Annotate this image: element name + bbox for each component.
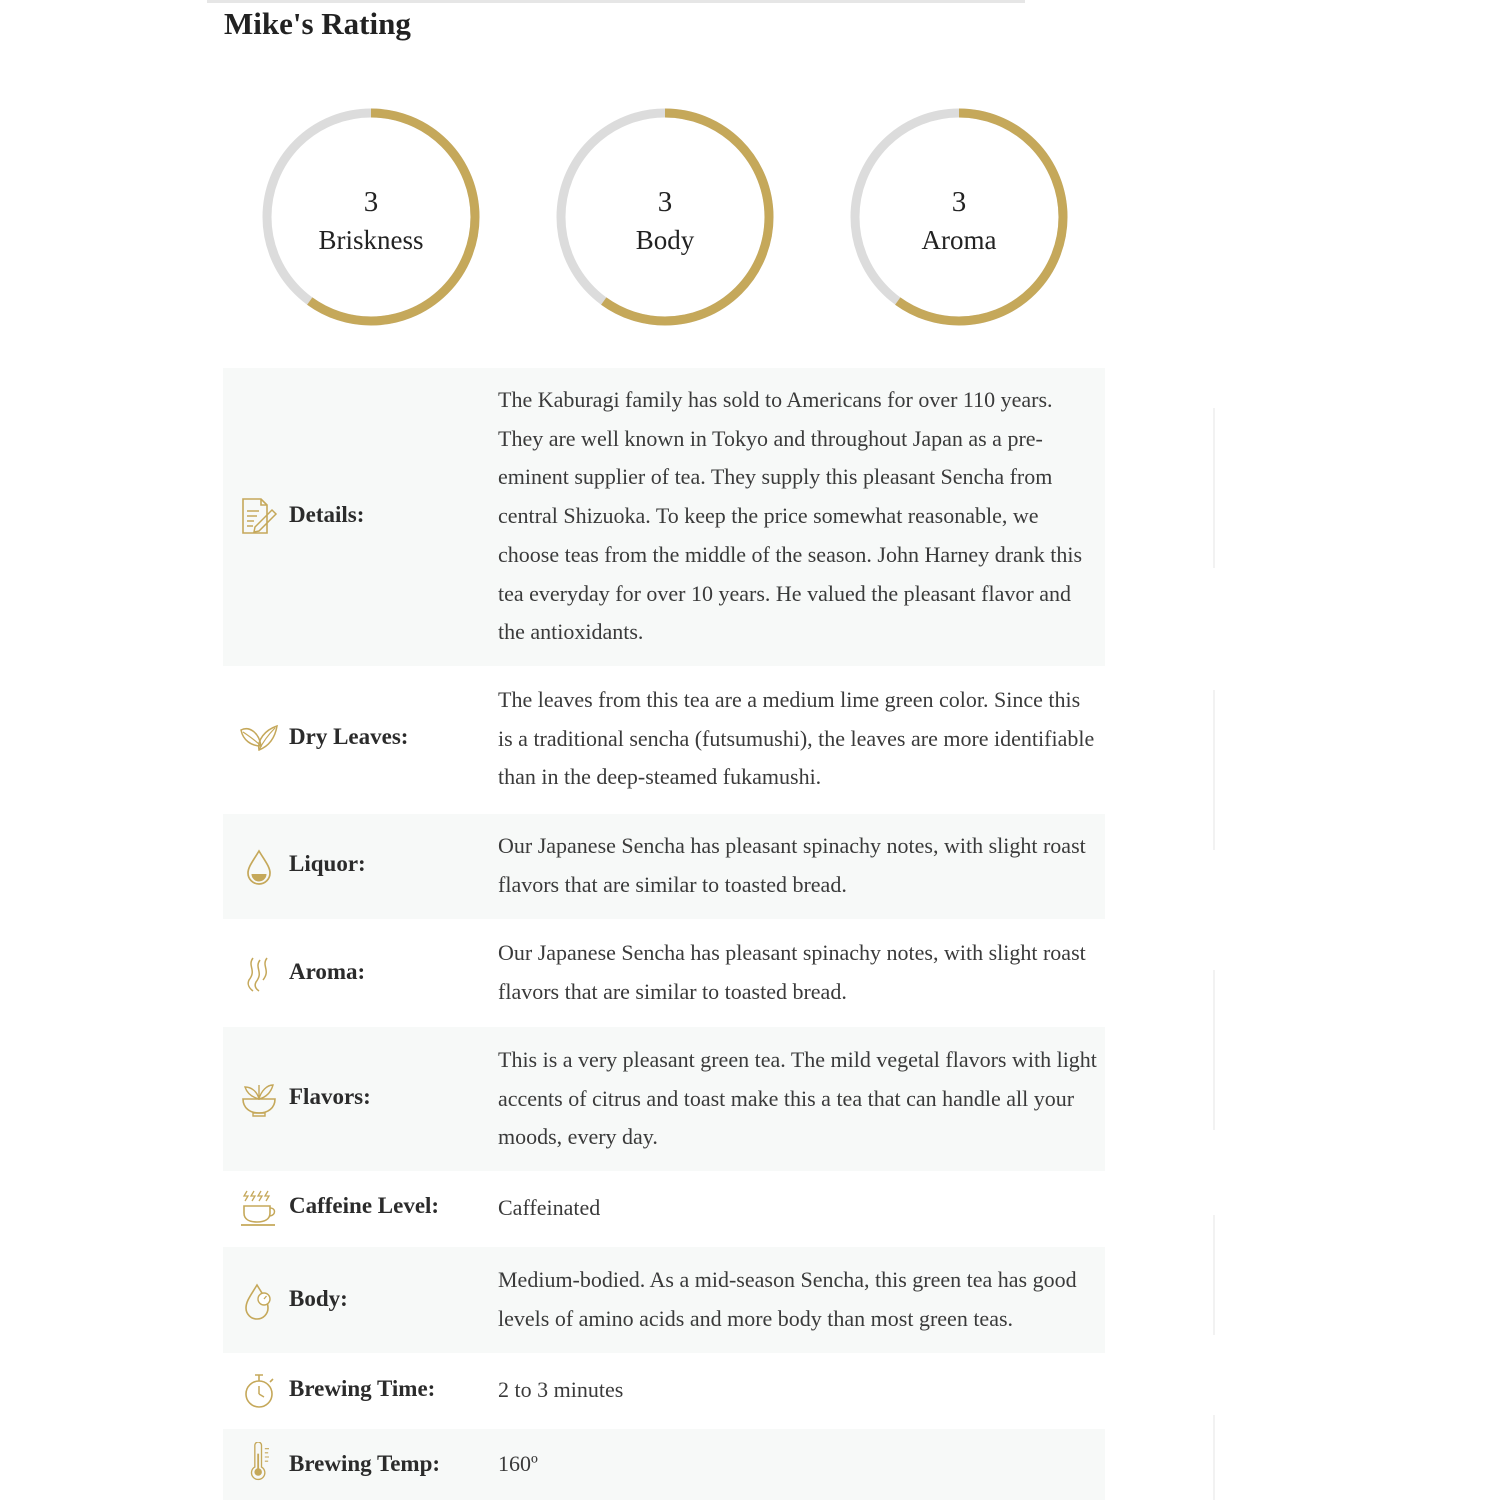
info-row-brewing-time [223, 1353, 1105, 1429]
stopwatch-icon [239, 1371, 279, 1411]
row-label: Details: [289, 502, 365, 527]
side-divider [1213, 408, 1215, 568]
row-value: 160º [498, 1451, 538, 1476]
row-value: The Kaburagi family has sold to Americans for over 110 years. They are well known in Tokyo and throughout Japan as a pre-eminent supplier of tea. They supply this pleasant Sencha from central Shizuoka. To keep the price somewhat reasonable, we choose teas from the middle of the season. John Harney drank this tea everyday for over 10 years. He valued the pleasant flavor and the antioxidants. [498, 387, 1083, 645]
rating-ring-body [552, 104, 778, 330]
row-label: Liquor: [289, 851, 366, 876]
side-divider [1213, 1215, 1215, 1335]
rating-ring-aroma [846, 104, 1072, 330]
row-value: Our Japanese Sencha has pleasant spinachy notes, with slight roast flavors that are similar to toasted bread. [498, 940, 1086, 1004]
side-divider [1213, 1415, 1215, 1500]
thermometer-icon [239, 1442, 279, 1482]
row-value: This is a very pleasant green tea. The mild vegetal flavors with light accents of citrus and toast make this a tea that can handle all your moods, every day. [498, 1047, 1097, 1150]
steam-icon [239, 954, 279, 994]
info-row-caffeine [223, 1171, 1105, 1247]
row-label: Caffeine Level: [289, 1193, 440, 1218]
top-divider [207, 0, 1025, 3]
row-label: Flavors: [289, 1084, 371, 1109]
rating-ring-briskness [258, 104, 484, 330]
row-value: The leaves from this tea are a medium lime green color. Since this is a traditional sencha (futsumushi), the leaves are more identifiable than in the deep-steamed fukamushi. [498, 687, 1095, 790]
row-label: Body: [289, 1286, 348, 1311]
row-value: Caffeinated [498, 1195, 601, 1220]
row-label: Brewing Temp: [289, 1451, 441, 1476]
rating-value: 3 [657, 186, 673, 218]
side-divider [1213, 690, 1215, 850]
rating-label: Body [635, 225, 695, 255]
rating-value: 3 [363, 186, 379, 218]
info-row-flavors [223, 1027, 1105, 1171]
row-value: 2 to 3 minutes [498, 1377, 624, 1402]
info-row-liquor [223, 814, 1105, 919]
row-label: Brewing Time: [289, 1376, 436, 1401]
info-row-dry-leaves [223, 666, 1105, 814]
info-row-body [223, 1247, 1105, 1353]
drop-gauge-icon [239, 1281, 279, 1321]
row-value: Medium-bodied. As a mid-season Sencha, this green tea has good levels of amino acids and more body than most green teas. [498, 1267, 1077, 1331]
side-divider [1213, 970, 1215, 1130]
info-row-brewing-temp [223, 1429, 1105, 1500]
rating-value: 3 [951, 186, 967, 218]
page-title: Mike's Rating [224, 6, 411, 41]
rating-label: Briskness [318, 225, 424, 255]
rating-label: Aroma [921, 225, 997, 255]
row-value: Our Japanese Sencha has pleasant spinachy notes, with slight roast flavors that are similar to toasted bread. [498, 833, 1086, 897]
leaves-icon [239, 720, 279, 760]
row-label: Dry Leaves: [289, 724, 409, 749]
row-label: Aroma: [289, 959, 366, 984]
info-row-details [223, 368, 1105, 666]
info-row-aroma [223, 919, 1105, 1027]
droplet-icon [239, 847, 279, 887]
bowl-herbs-icon [239, 1079, 279, 1119]
teacup-icon [239, 1189, 279, 1229]
document-pencil-icon [239, 496, 279, 536]
